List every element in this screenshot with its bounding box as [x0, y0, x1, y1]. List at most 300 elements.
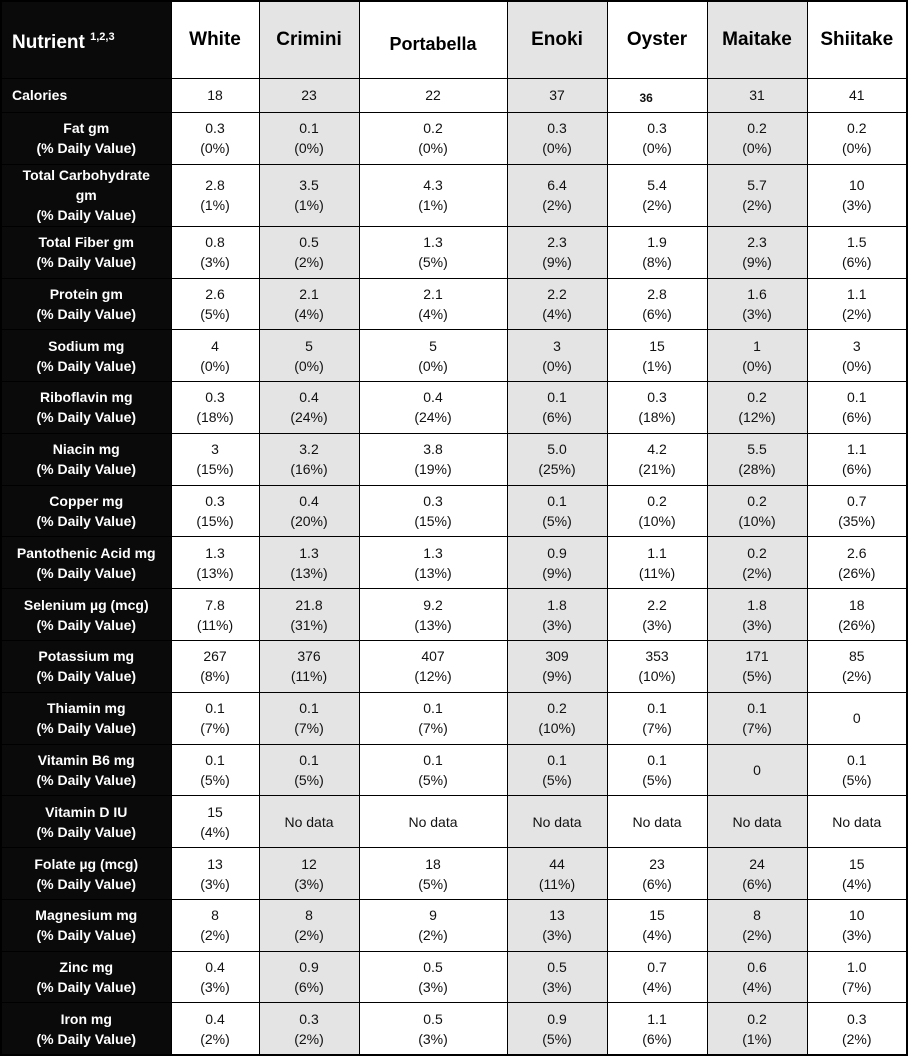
- daily-value-percent: (7%): [742, 720, 772, 737]
- value-cell-oyster: [607, 164, 707, 226]
- amount-value: 1.3: [423, 234, 443, 251]
- amount-value: 1.1: [847, 285, 867, 302]
- amount-value: 0.3: [205, 389, 225, 406]
- amount-value: 0: [852, 710, 861, 727]
- value-cell-enoki: [507, 278, 607, 330]
- amount-value: 0.4: [205, 959, 225, 976]
- value-cell-maitake: [707, 537, 807, 589]
- row-label-nutrient: Vitamin B6 mg: [37, 751, 135, 768]
- value-cell-enoki: [507, 537, 607, 589]
- value-cell-portabella: [359, 113, 507, 165]
- amount-value: 0.9: [547, 544, 567, 561]
- daily-value-percent: (12%): [738, 409, 776, 426]
- daily-value-percent: (6%): [742, 875, 772, 892]
- row-label-nutrient: Zinc mg: [59, 959, 114, 976]
- daily-value-percent: (5%): [418, 875, 448, 892]
- row-label-daily-value: (% Daily Value): [36, 207, 137, 224]
- value-cell-shiitake: [807, 382, 907, 434]
- daily-value-percent: (15%): [414, 513, 452, 530]
- daily-value-percent: (5%): [542, 1030, 572, 1047]
- daily-value-percent: (2%): [742, 564, 772, 581]
- amount-value: 21.8: [295, 596, 323, 613]
- amount-value: 0.1: [747, 700, 767, 717]
- daily-value-percent: (5%): [418, 254, 448, 271]
- row-label-daily-value: (% Daily Value): [36, 461, 137, 478]
- column-header-maitake: Maitake: [707, 1, 807, 78]
- value-cell-shiitake: [807, 113, 907, 165]
- amount-value: 407: [421, 648, 445, 665]
- value-cell-crimini: [259, 330, 359, 382]
- value-cell-enoki: [507, 330, 607, 382]
- daily-value-percent: (6%): [642, 875, 672, 892]
- value-cell-maitake: [707, 744, 807, 796]
- value-cell-shiitake: [807, 951, 907, 1003]
- daily-value-percent: (0%): [200, 140, 230, 157]
- daily-value-percent: (8%): [200, 668, 230, 685]
- value-cell-oyster: [607, 537, 707, 589]
- daily-value-percent: (2%): [542, 197, 572, 214]
- daily-value-percent: (4%): [542, 305, 572, 322]
- amount-value: 0.1: [299, 120, 319, 137]
- row-label-daily-value: (% Daily Value): [36, 564, 137, 581]
- amount-value: 3: [553, 337, 561, 354]
- amount-value: 2.3: [547, 234, 567, 251]
- footnote-superscript: 1,2,3: [90, 30, 115, 43]
- amount-value: 353: [645, 648, 669, 665]
- value-cell-oyster: [607, 744, 707, 796]
- value-cell-shiitake: [807, 692, 907, 744]
- value-cell-shiitake: [807, 433, 907, 485]
- value-cell-maitake: [707, 1003, 807, 1055]
- daily-value-percent: (2%): [841, 305, 872, 322]
- amount-value: 3.5: [299, 177, 319, 194]
- daily-value-percent: (13%): [196, 564, 234, 581]
- amount-value: 0.5: [547, 959, 567, 976]
- daily-value-percent: (0%): [418, 357, 448, 374]
- daily-value-percent: (18%): [196, 409, 234, 426]
- amount-value: 0.3: [847, 1010, 867, 1027]
- daily-value-percent: (5%): [294, 771, 324, 788]
- row-label: [1, 692, 171, 744]
- value-cell-portabella: [359, 589, 507, 641]
- row-label-nutrient: Potassium mg: [38, 648, 135, 665]
- nutrient-row: [1, 640, 907, 692]
- value-cell-crimini: [259, 164, 359, 226]
- amount-value: 376: [297, 648, 321, 665]
- value-cell-maitake: [707, 113, 807, 165]
- daily-value-percent: (0%): [294, 357, 324, 374]
- amount-value: 2.2: [547, 285, 567, 302]
- daily-value-percent: (4%): [642, 979, 672, 996]
- amount-value: 0.3: [647, 120, 667, 137]
- value-cell-enoki: [507, 951, 607, 1003]
- daily-value-percent: (1%): [642, 357, 672, 374]
- value-cell-crimini: [259, 589, 359, 641]
- value-cell-crimini: [259, 1003, 359, 1055]
- nutrient-row: [1, 485, 907, 537]
- amount-value: No data: [732, 813, 782, 830]
- value-cell-crimini: [259, 744, 359, 796]
- value-cell-crimini: [259, 692, 359, 744]
- amount-value: 44: [549, 855, 565, 872]
- daily-value-percent: (3%): [742, 305, 772, 322]
- row-label-daily-value: (% Daily Value): [36, 823, 137, 840]
- amount-value: 1.3: [299, 544, 319, 561]
- value-cell-oyster: [607, 692, 707, 744]
- value-cell-enoki: [507, 589, 607, 641]
- amount-value: 0.3: [205, 493, 225, 510]
- daily-value-percent: (9%): [542, 668, 572, 685]
- value-cell-portabella: [359, 796, 507, 848]
- daily-value-percent: (3%): [418, 979, 448, 996]
- value-cell-white: [171, 899, 259, 951]
- value-cell-crimini: [259, 433, 359, 485]
- daily-value-percent: (1%): [200, 197, 230, 214]
- daily-value-percent: (0%): [418, 140, 448, 157]
- value-cell-maitake: [707, 589, 807, 641]
- nutrient-row: [1, 226, 907, 278]
- row-label: [1, 1003, 171, 1055]
- calories-cell-white: 18: [171, 78, 259, 113]
- value-cell-shiitake: [807, 278, 907, 330]
- row-label-nutrient: Thiamin mg: [46, 700, 126, 717]
- value-cell-shiitake: [807, 640, 907, 692]
- calories-cell-enoki: 37: [507, 78, 607, 113]
- daily-value-percent: (6%): [294, 979, 324, 996]
- amount-value: 8: [305, 907, 313, 924]
- nutrient-row: [1, 164, 907, 226]
- column-header-shiitake: Shiitake: [807, 1, 907, 78]
- amount-value: 0.7: [647, 959, 667, 976]
- row-label: [1, 485, 171, 537]
- daily-value-percent: (2%): [642, 197, 672, 214]
- daily-value-percent: (7%): [642, 720, 672, 737]
- value-cell-enoki: [507, 226, 607, 278]
- daily-value-percent: (3%): [742, 616, 772, 633]
- value-cell-white: [171, 692, 259, 744]
- value-cell-portabella: [359, 848, 507, 900]
- row-label-nutrient: Total Fiber gm: [38, 234, 134, 251]
- amount-value: 18: [425, 855, 441, 872]
- amount-value: 0.5: [423, 959, 443, 976]
- amount-value: 1.0: [847, 959, 867, 976]
- daily-value-percent: (9%): [742, 254, 772, 271]
- amount-value: 0.2: [747, 389, 767, 406]
- row-label-nutrient: Magnesium mg: [35, 907, 138, 924]
- daily-value-percent: (2%): [841, 668, 872, 685]
- row-label: [1, 744, 171, 796]
- value-cell-crimini: [259, 113, 359, 165]
- amount-value: 0.1: [423, 751, 443, 768]
- row-label-nutrient: Protein gm: [49, 285, 123, 302]
- amount-value: 0.1: [205, 700, 225, 717]
- daily-value-percent: (0%): [542, 357, 572, 374]
- amount-value: 0.1: [205, 751, 225, 768]
- daily-value-percent: (10%): [738, 513, 776, 530]
- value-cell-white: [171, 1003, 259, 1055]
- value-cell-oyster: [607, 433, 707, 485]
- amount-value: No data: [632, 813, 682, 830]
- row-label-nutrient: Vitamin D IU: [45, 803, 128, 820]
- row-label-nutrient: Pantothenic Acid mg: [16, 544, 156, 561]
- row-label-nutrient: Copper mg: [49, 493, 124, 510]
- column-header-portabella: Portabella: [359, 1, 507, 78]
- daily-value-percent: (11%): [290, 668, 328, 685]
- amount-value: 3: [211, 441, 219, 458]
- amount-value: 0.1: [299, 751, 319, 768]
- daily-value-percent: (0%): [200, 357, 230, 374]
- daily-value-percent: (2%): [418, 927, 448, 944]
- value-cell-crimini: [259, 226, 359, 278]
- value-cell-maitake: [707, 899, 807, 951]
- value-cell-portabella: [359, 640, 507, 692]
- row-label-calories: Calories: [1, 78, 171, 113]
- amount-value: 2.6: [205, 285, 225, 302]
- value-cell-white: [171, 951, 259, 1003]
- value-cell-shiitake: [807, 164, 907, 226]
- amount-value: 7.8: [205, 596, 225, 613]
- daily-value-percent: (6%): [642, 1030, 672, 1047]
- column-header-enoki: Enoki: [507, 1, 607, 78]
- daily-value-percent: (13%): [414, 564, 452, 581]
- amount-value: 0.9: [547, 1010, 567, 1027]
- amount-value: 0.2: [747, 1010, 767, 1027]
- daily-value-percent: (2%): [200, 1030, 230, 1047]
- value-cell-enoki: [507, 796, 607, 848]
- amount-value: 1.8: [547, 596, 567, 613]
- amount-value: 5.0: [547, 441, 567, 458]
- value-cell-maitake: [707, 951, 807, 1003]
- daily-value-percent: (20%): [290, 513, 328, 530]
- amount-value: 0.1: [547, 751, 567, 768]
- daily-value-percent: (3%): [418, 1030, 448, 1047]
- value-cell-white: [171, 485, 259, 537]
- daily-value-percent: (0%): [542, 140, 572, 157]
- value-cell-portabella: [359, 537, 507, 589]
- value-cell-oyster: [607, 951, 707, 1003]
- amount-value: 1.1: [647, 1010, 667, 1027]
- daily-value-percent: (3%): [542, 979, 572, 996]
- amount-value: 85: [848, 648, 865, 665]
- amount-value: 8: [753, 907, 761, 924]
- value-cell-portabella: [359, 226, 507, 278]
- daily-value-percent: (2%): [294, 254, 324, 271]
- amount-value: 5.7: [747, 177, 767, 194]
- amount-value: 2.1: [423, 285, 443, 302]
- daily-value-percent: (6%): [841, 409, 872, 426]
- amount-value: 10: [848, 177, 865, 194]
- nutrient-row: [1, 1003, 907, 1055]
- daily-value-percent: (4%): [200, 823, 230, 840]
- daily-value-percent: (5%): [841, 771, 872, 788]
- value-cell-white: [171, 848, 259, 900]
- row-label: [1, 330, 171, 382]
- daily-value-percent: (10%): [538, 720, 576, 737]
- amount-value: 1.1: [847, 441, 867, 458]
- amount-value: 0.1: [647, 751, 667, 768]
- daily-value-percent: (25%): [538, 461, 576, 478]
- value-cell-shiitake: [807, 796, 907, 848]
- amount-value: 0.3: [299, 1010, 319, 1027]
- amount-value: 4.2: [647, 441, 667, 458]
- value-cell-portabella: [359, 692, 507, 744]
- amount-value: 3.8: [423, 441, 443, 458]
- calories-row: [1, 78, 907, 113]
- value-cell-oyster: [607, 1003, 707, 1055]
- daily-value-percent: (7%): [294, 720, 324, 737]
- header-row: [1, 1, 907, 78]
- row-label-daily-value: (% Daily Value): [36, 927, 137, 944]
- daily-value-percent: (3%): [200, 979, 230, 996]
- amount-value: 5.4: [647, 177, 667, 194]
- row-label-daily-value: (% Daily Value): [36, 720, 137, 737]
- daily-value-percent: (18%): [638, 409, 676, 426]
- nutrient-row: [1, 899, 907, 951]
- amount-value: 0.3: [205, 120, 225, 137]
- value-cell-portabella: [359, 164, 507, 226]
- amount-value: 1.8: [747, 596, 767, 613]
- amount-value: 2.6: [847, 544, 867, 561]
- value-cell-shiitake: [807, 899, 907, 951]
- daily-value-percent: (21%): [638, 461, 676, 478]
- row-label: [1, 278, 171, 330]
- daily-value-percent: (1%): [418, 197, 448, 214]
- value-cell-crimini: [259, 537, 359, 589]
- daily-value-percent: (6%): [841, 461, 872, 478]
- row-label: [1, 848, 171, 900]
- value-cell-maitake: [707, 848, 807, 900]
- daily-value-percent: (2%): [294, 1030, 324, 1047]
- amount-value: 24: [749, 855, 765, 872]
- value-cell-maitake: [707, 433, 807, 485]
- value-cell-crimini: [259, 485, 359, 537]
- value-cell-crimini: [259, 278, 359, 330]
- amount-value: 2.2: [647, 596, 667, 613]
- value-cell-crimini: [259, 640, 359, 692]
- value-cell-maitake: [707, 164, 807, 226]
- value-cell-enoki: [507, 433, 607, 485]
- amount-value: 0.3: [547, 120, 567, 137]
- row-label-unit: gm: [75, 187, 97, 204]
- value-cell-oyster: [607, 899, 707, 951]
- amount-value: 0.1: [547, 493, 567, 510]
- value-cell-crimini: [259, 848, 359, 900]
- value-cell-oyster: [607, 848, 707, 900]
- amount-value: 15: [207, 803, 223, 820]
- daily-value-percent: (11%): [638, 564, 676, 581]
- amount-value: 10: [848, 907, 865, 924]
- value-cell-portabella: [359, 485, 507, 537]
- row-label-daily-value: (% Daily Value): [36, 668, 137, 685]
- value-cell-white: [171, 382, 259, 434]
- row-label-daily-value: (% Daily Value): [36, 875, 137, 892]
- calories-cell-portabella: 22: [359, 78, 507, 113]
- row-label-nutrient: Selenium µg (mcg): [23, 596, 149, 613]
- row-label: [1, 113, 171, 165]
- daily-value-percent: (6%): [542, 409, 572, 426]
- daily-value-percent: (0%): [642, 140, 672, 157]
- amount-value: 18: [848, 596, 865, 613]
- amount-value: 0.4: [205, 1010, 225, 1027]
- daily-value-percent: (4%): [841, 875, 872, 892]
- amount-value: 267: [203, 648, 227, 665]
- nutrient-row: [1, 382, 907, 434]
- value-cell-portabella: [359, 278, 507, 330]
- daily-value-percent: (2%): [742, 197, 772, 214]
- daily-value-percent: (3%): [841, 197, 872, 214]
- amount-value: 0.8: [205, 234, 225, 251]
- value-cell-portabella: [359, 433, 507, 485]
- daily-value-percent: (4%): [294, 305, 324, 322]
- value-cell-shiitake: [807, 744, 907, 796]
- value-cell-enoki: [507, 113, 607, 165]
- daily-value-percent: (3%): [294, 875, 324, 892]
- nutrient-header-label: Nutrient: [12, 31, 85, 53]
- daily-value-percent: (26%): [838, 564, 876, 581]
- amount-value: 1.9: [647, 234, 667, 251]
- amount-value: 13: [207, 855, 223, 872]
- value-cell-white: [171, 796, 259, 848]
- amount-value: 1.6: [747, 285, 767, 302]
- amount-value: 0.3: [423, 493, 443, 510]
- amount-value: 4.3: [423, 177, 443, 194]
- amount-value: 0.2: [847, 120, 867, 137]
- nutrient-row: [1, 796, 907, 848]
- amount-value: 15: [649, 337, 665, 354]
- row-label-nutrient: Total Carbohydrate: [22, 167, 150, 184]
- value-cell-oyster: [607, 589, 707, 641]
- value-cell-oyster: [607, 113, 707, 165]
- daily-value-percent: (3%): [642, 616, 672, 633]
- row-label: [1, 382, 171, 434]
- amount-value: 0.7: [847, 493, 867, 510]
- value-cell-maitake: [707, 382, 807, 434]
- daily-value-percent: (15%): [196, 461, 234, 478]
- amount-value: No data: [532, 813, 582, 830]
- amount-value: 5.5: [747, 441, 767, 458]
- row-label-daily-value: (% Daily Value): [36, 1030, 137, 1047]
- amount-value: 9.2: [423, 596, 443, 613]
- daily-value-percent: (5%): [742, 668, 772, 685]
- daily-value-percent: (1%): [294, 197, 324, 214]
- value-cell-shiitake: [807, 485, 907, 537]
- amount-value: 309: [545, 648, 569, 665]
- daily-value-percent: (6%): [642, 305, 672, 322]
- value-cell-maitake: [707, 640, 807, 692]
- row-label-daily-value: (% Daily Value): [36, 357, 137, 374]
- amount-value: 0.1: [547, 389, 567, 406]
- amount-value: 0.5: [423, 1010, 443, 1027]
- amount-value: 171: [745, 648, 769, 665]
- value-cell-white: [171, 744, 259, 796]
- daily-value-percent: (35%): [838, 513, 876, 530]
- value-cell-oyster: [607, 330, 707, 382]
- value-cell-portabella: [359, 744, 507, 796]
- nutrient-row: [1, 330, 907, 382]
- row-label-nutrient: Folate µg (mcg): [34, 855, 139, 872]
- calories-cell-maitake: 31: [707, 78, 807, 113]
- nutrient-row: [1, 433, 907, 485]
- daily-value-percent: (19%): [414, 461, 452, 478]
- daily-value-percent: (2%): [742, 927, 772, 944]
- daily-value-percent: (5%): [418, 771, 448, 788]
- daily-value-percent: (15%): [196, 513, 234, 530]
- daily-value-percent: (26%): [838, 616, 876, 633]
- value-cell-white: [171, 164, 259, 226]
- daily-value-percent: (0%): [742, 357, 772, 374]
- daily-value-percent: (5%): [200, 771, 230, 788]
- row-label-daily-value: (% Daily Value): [36, 254, 137, 271]
